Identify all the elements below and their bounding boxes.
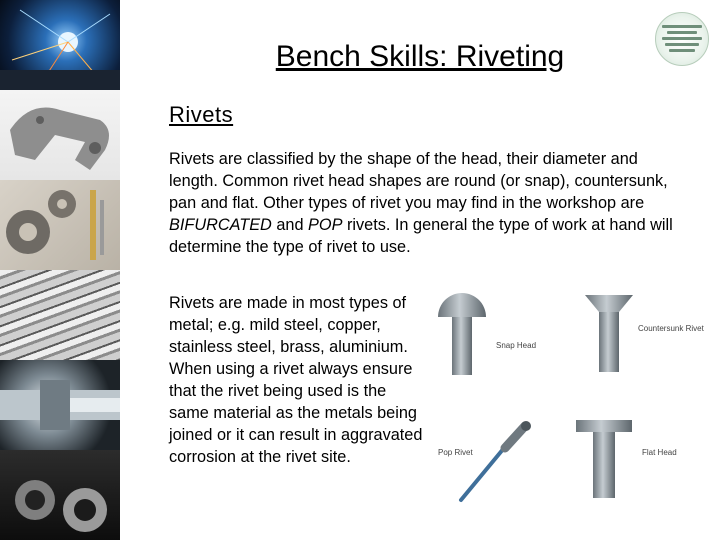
snap-head-rivet-icon bbox=[436, 292, 488, 378]
gears-and-tools-image bbox=[0, 180, 120, 270]
pop-rivet-icon bbox=[455, 418, 535, 504]
steel-bars-image bbox=[0, 270, 120, 360]
machined-parts-image bbox=[0, 450, 120, 540]
materials-paragraph: Rivets are made in most types of metal; e.g. mild steel, copper, stainless steel, brass, aluminium. When using a rivet always ensure that the rivet being used is the same material as the metals being joined or it can result in aggravated corrosion at the rivet site. bbox=[169, 294, 423, 466]
classification-paragraph: Rivets are classified by the shape of the head, their diameter and length. Common rivet head shapes are round (or snap), countersunk, pan and flat. Other types of rivet you may find in the workshop are BIFURCATED and POP rivets. In general the type of work at hand will determine the type of rivet to use. bbox=[169, 150, 673, 256]
sidebar-image-strip bbox=[0, 0, 120, 540]
snap-head-label: Snap Head bbox=[496, 341, 537, 350]
flat-head-rivet-icon bbox=[576, 418, 632, 500]
lathe-chuck-image bbox=[0, 360, 120, 450]
section-heading: Rivets bbox=[169, 102, 234, 127]
flat-head-label: Flat Head bbox=[642, 448, 677, 457]
bracket-image bbox=[0, 90, 120, 180]
pop-rivet-label: Pop Rivet bbox=[438, 448, 473, 457]
welding-image bbox=[0, 0, 120, 90]
slide-title: Bench Skills: Riveting bbox=[275, 40, 565, 73]
countersunk-rivet-label: Countersunk Rivet bbox=[638, 324, 704, 333]
countersunk-rivet-icon bbox=[583, 292, 635, 374]
